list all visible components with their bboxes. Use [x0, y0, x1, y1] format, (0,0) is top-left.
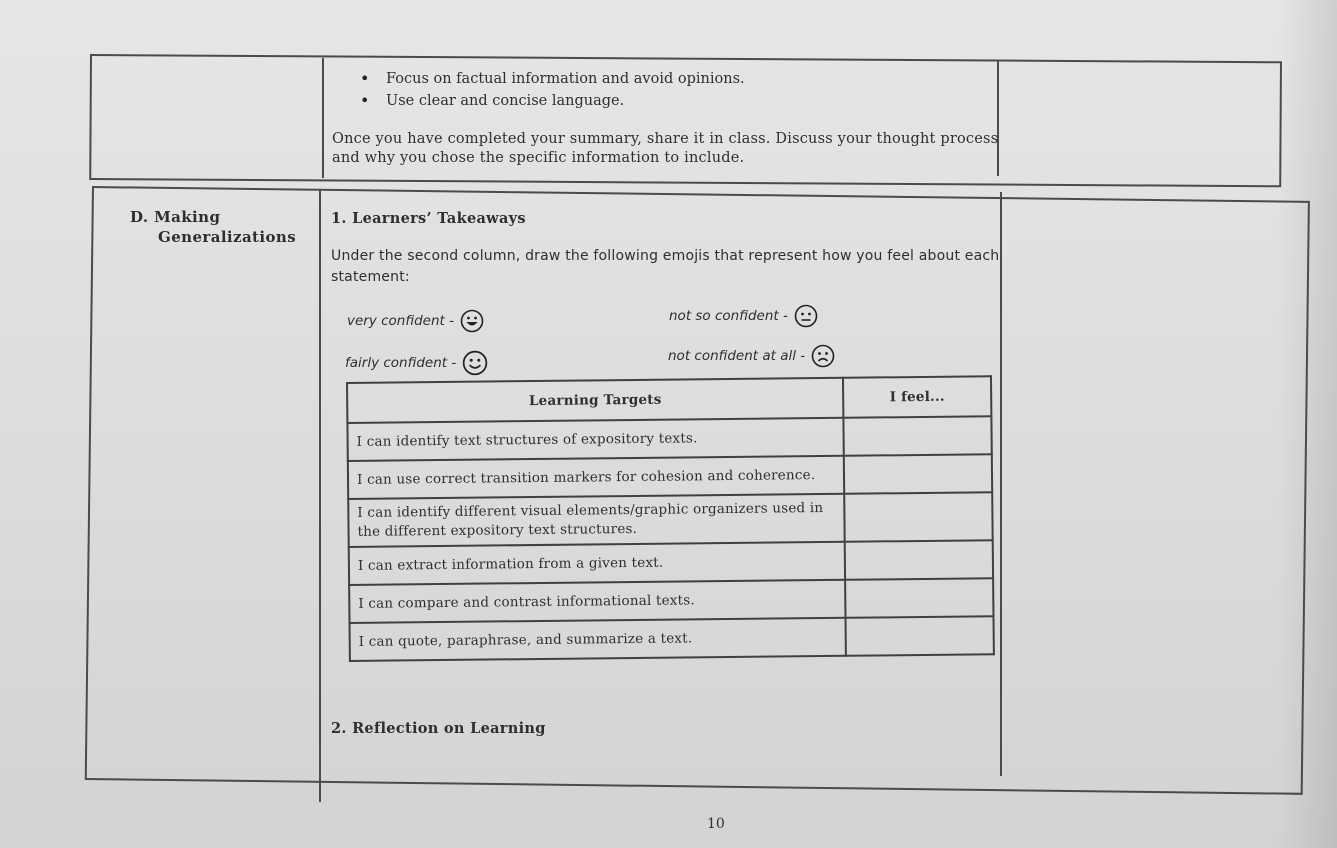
feeling-cell[interactable] — [845, 616, 993, 656]
summary-tips-list — [360, 68, 745, 112]
legend-not-so-confident — [669, 304, 818, 328]
big-smile-face-icon — [460, 309, 484, 333]
legend-label: not confident at all - — [668, 348, 806, 364]
legend-label: very confident - — [347, 313, 454, 329]
table-header-row — [347, 376, 991, 423]
header-learning-targets: Learning Targets — [347, 378, 843, 423]
legend-label: fairly confident - — [345, 355, 457, 371]
learning-target-cell: I can compare and contrast informational texts. — [349, 580, 845, 623]
lower-col-divider-1 — [319, 190, 321, 802]
table-row — [348, 492, 992, 547]
learning-target-cell: I can extract information from a given text. — [349, 542, 845, 585]
feeling-cell[interactable] — [845, 540, 993, 580]
section-label-line1: D. Making — [130, 208, 221, 226]
neutral-face-icon — [794, 304, 818, 328]
upper-col-divider-1 — [322, 58, 324, 178]
legend-very-confident — [347, 309, 484, 333]
feeling-cell[interactable] — [844, 492, 992, 542]
legend-label: not so confident - — [669, 308, 788, 324]
learning-targets-table — [346, 375, 995, 662]
header-i-feel: I feel... — [843, 376, 991, 418]
reflection-heading: 2. Reflection on Learning — [331, 720, 546, 737]
page-number: 10 — [707, 816, 725, 832]
feeling-cell[interactable] — [845, 578, 993, 618]
learning-target-cell: I can use correct transition markers for cohesion and coherence. — [348, 456, 844, 499]
takeaways-instructions: Under the second column, draw the following emojis that represent how you feel about each statement: — [331, 248, 1000, 285]
legend-not-confident-at-all — [668, 344, 835, 368]
feeling-cell[interactable] — [843, 416, 991, 456]
bullet-item: • Use clear and concise language. — [360, 90, 745, 112]
learning-target-cell: I can quote, paraphrase, and summarize a text. — [350, 618, 846, 661]
closing-paragraph: Once you have completed your summary, share it in class. Discuss your thought process and why you chose the specific information to include. — [332, 131, 999, 166]
bullet-item: • Focus on factual information and avoid opinions. — [360, 68, 745, 90]
table-row — [350, 616, 994, 661]
feeling-cell[interactable] — [844, 454, 992, 494]
smile-face-icon — [462, 350, 488, 376]
sad-face-icon — [811, 344, 835, 368]
learning-target-cell: I can identify text structures of expository texts. — [347, 418, 843, 461]
takeaways-heading: 1. Learners’ Takeaways — [331, 210, 526, 227]
section-label — [130, 207, 296, 247]
section-label-line2: Generalizations — [158, 228, 297, 246]
legend-fairly-confident — [345, 350, 488, 376]
learning-target-cell: I can identify different visual elements/graphic organizers used in the different expository text structures. — [348, 494, 844, 547]
